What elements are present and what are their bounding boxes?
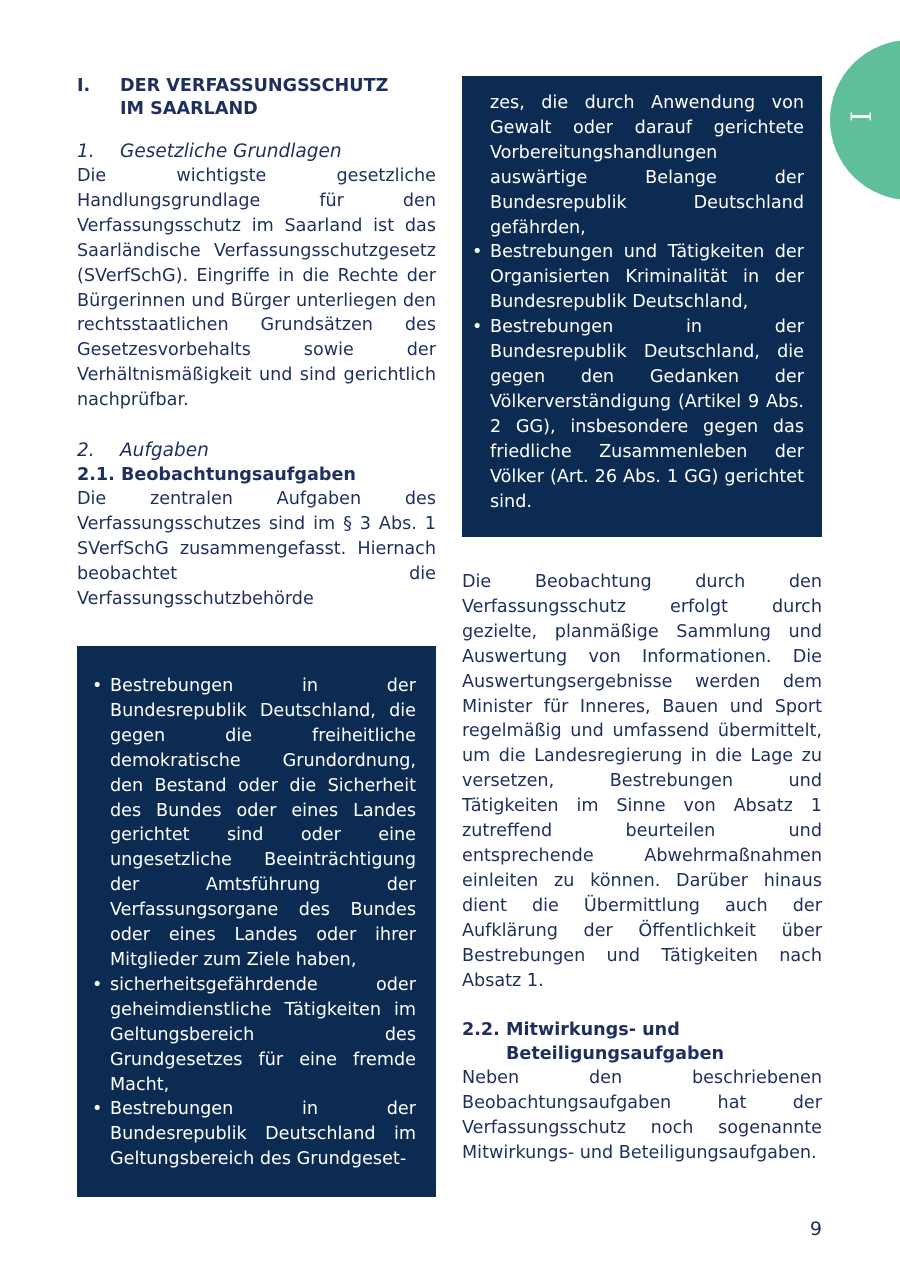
bullet-icon: • — [92, 676, 103, 696]
bullet-icon: • — [92, 1099, 103, 1120]
list-item-continuation: zes, die durch Anwendung von Gewalt oder darauf gerichtete Vorbereitungshandlungen auswärtige Belange der Bundesrepublik Deutschland gefährden, — [490, 93, 804, 238]
right-column — [462, 570, 822, 1166]
chapter-tab-label: I — [843, 110, 877, 123]
subheading-number: 1. — [77, 141, 95, 162]
subheading-number: 2. — [77, 440, 95, 462]
section-number: I. — [77, 76, 91, 96]
bullet-icon: • — [92, 974, 103, 995]
section-title-line1: DER VERFASSUNGSSCHUTZ — [120, 76, 389, 96]
subheading-number: 2.2. — [462, 1020, 500, 1041]
list-item: • sicherheitsgefährdende oder geheimdienstliche Tätigkeiten im Geltungsbereich des Grundgesetzes für eine fremde Macht, — [92, 974, 416, 1095]
list-item: • Bestrebungen und Tätigkeiten der Organisierten Kriminalität in der Bundesrepublik Deutschland, — [472, 242, 804, 313]
subheading-tasks — [77, 439, 436, 463]
list-item: • Bestrebungen in der Bundesrepublik Deutschland, die gegen die freiheitliche demokratische Grundordnung, den Bestand oder die Sicherheit des Bundes oder eines Landes gerichtet sind oder eine ungesetzliche Beeinträchtigung der Amtsführung der Verfassungsorgane des Bundes oder eines Landes oder ihrer Mitglieder zum Ziele haben, — [92, 676, 416, 970]
participation-tasks-paragraph: Neben den beschriebenen Beobachtungsaufgaben hat der Verfassungsschutz noch sogenannte Mitwirkungs- und Beteiligungsaufgaben. — [462, 1068, 822, 1164]
observation-list-box-left — [77, 646, 436, 1197]
section-title-line2: IM SAARLAND — [120, 99, 258, 119]
observation-list — [472, 240, 804, 514]
subheading-title-line1: Mitwirkungs- und — [506, 1020, 680, 1041]
subheading-participation-tasks — [462, 1018, 822, 1066]
subheading-title: Aufgaben — [120, 440, 209, 462]
legal-basis-paragraph: Die wichtigste gesetzliche Handlungsgrundlage für den Verfassungsschutz im Saarland ist das Saarländische Verfassungsschutzgesetz (SVerfSchG). Eingriffe in die Rechte der Bürgerinnen und Bürger unterliegen den rechtsstaatlichen Grundsätzen des Gesetzesvorbehalts sowie der Verhältnismäßigkeit und sind gerichtlich nachprüfbar. — [77, 166, 436, 411]
list-item: • Bestrebungen in der Bundesrepublik Deutschland im Geltungsbereich des Grundgeset- — [92, 1099, 416, 1170]
section-heading — [77, 75, 436, 121]
left-column — [77, 75, 436, 612]
observation-tasks-paragraph: Die zentralen Aufgaben des Verfassungsschutzes sind im § 3 Abs. 1 SVerfSchG zusammengefasst. Hiernach beobachtet die Verfassungsschutzbehörde — [77, 489, 436, 609]
observation-list-box-right — [462, 76, 822, 537]
bullet-icon: • — [472, 317, 483, 338]
page-number: 9 — [809, 1218, 822, 1240]
observation-method-paragraph: Die Beobachtung durch den Verfassungsschutz erfolgt durch gezielte, planmäßige Sammlung und Auswertung von Informationen. Die Auswertungsergebnisse werden dem Minister für Inneres, Bauen und Sport regelmäßig und umfassend übermittelt, um die Landesregierung in die Lage zu versetzen, Bestrebungen und Tätigkeiten im Sinne von Absatz 1 zutreffend beurteilen und entsprechende Abwehrmaßnahmen einleiten zu können. Darüber hinaus dient die Übermittlung auch der Aufklärung der Öffentlichkeit über Bestrebungen und Tätigkeiten nach Absatz 1. — [462, 572, 822, 991]
subheading-legal-basis — [77, 140, 436, 164]
bullet-icon: • — [472, 242, 483, 263]
subheading-title-line2: Beteiligungsaufgaben — [506, 1044, 725, 1065]
subheading-observation-tasks: 2.1. Beobachtungsaufgaben — [77, 465, 356, 486]
subheading-title: Gesetzliche Grundlagen — [120, 141, 342, 162]
observation-list — [92, 674, 416, 1172]
list-item: • Bestrebungen in der Bundesrepublik Deutschland, die gegen den Gedanken der Völkerverständigung (Artikel 9 Abs. 2 GG), insbesondere gegen das friedliche Zusammenleben der Völker (Art. 26 Abs. 1 GG) gerichtet sind. — [472, 317, 804, 512]
